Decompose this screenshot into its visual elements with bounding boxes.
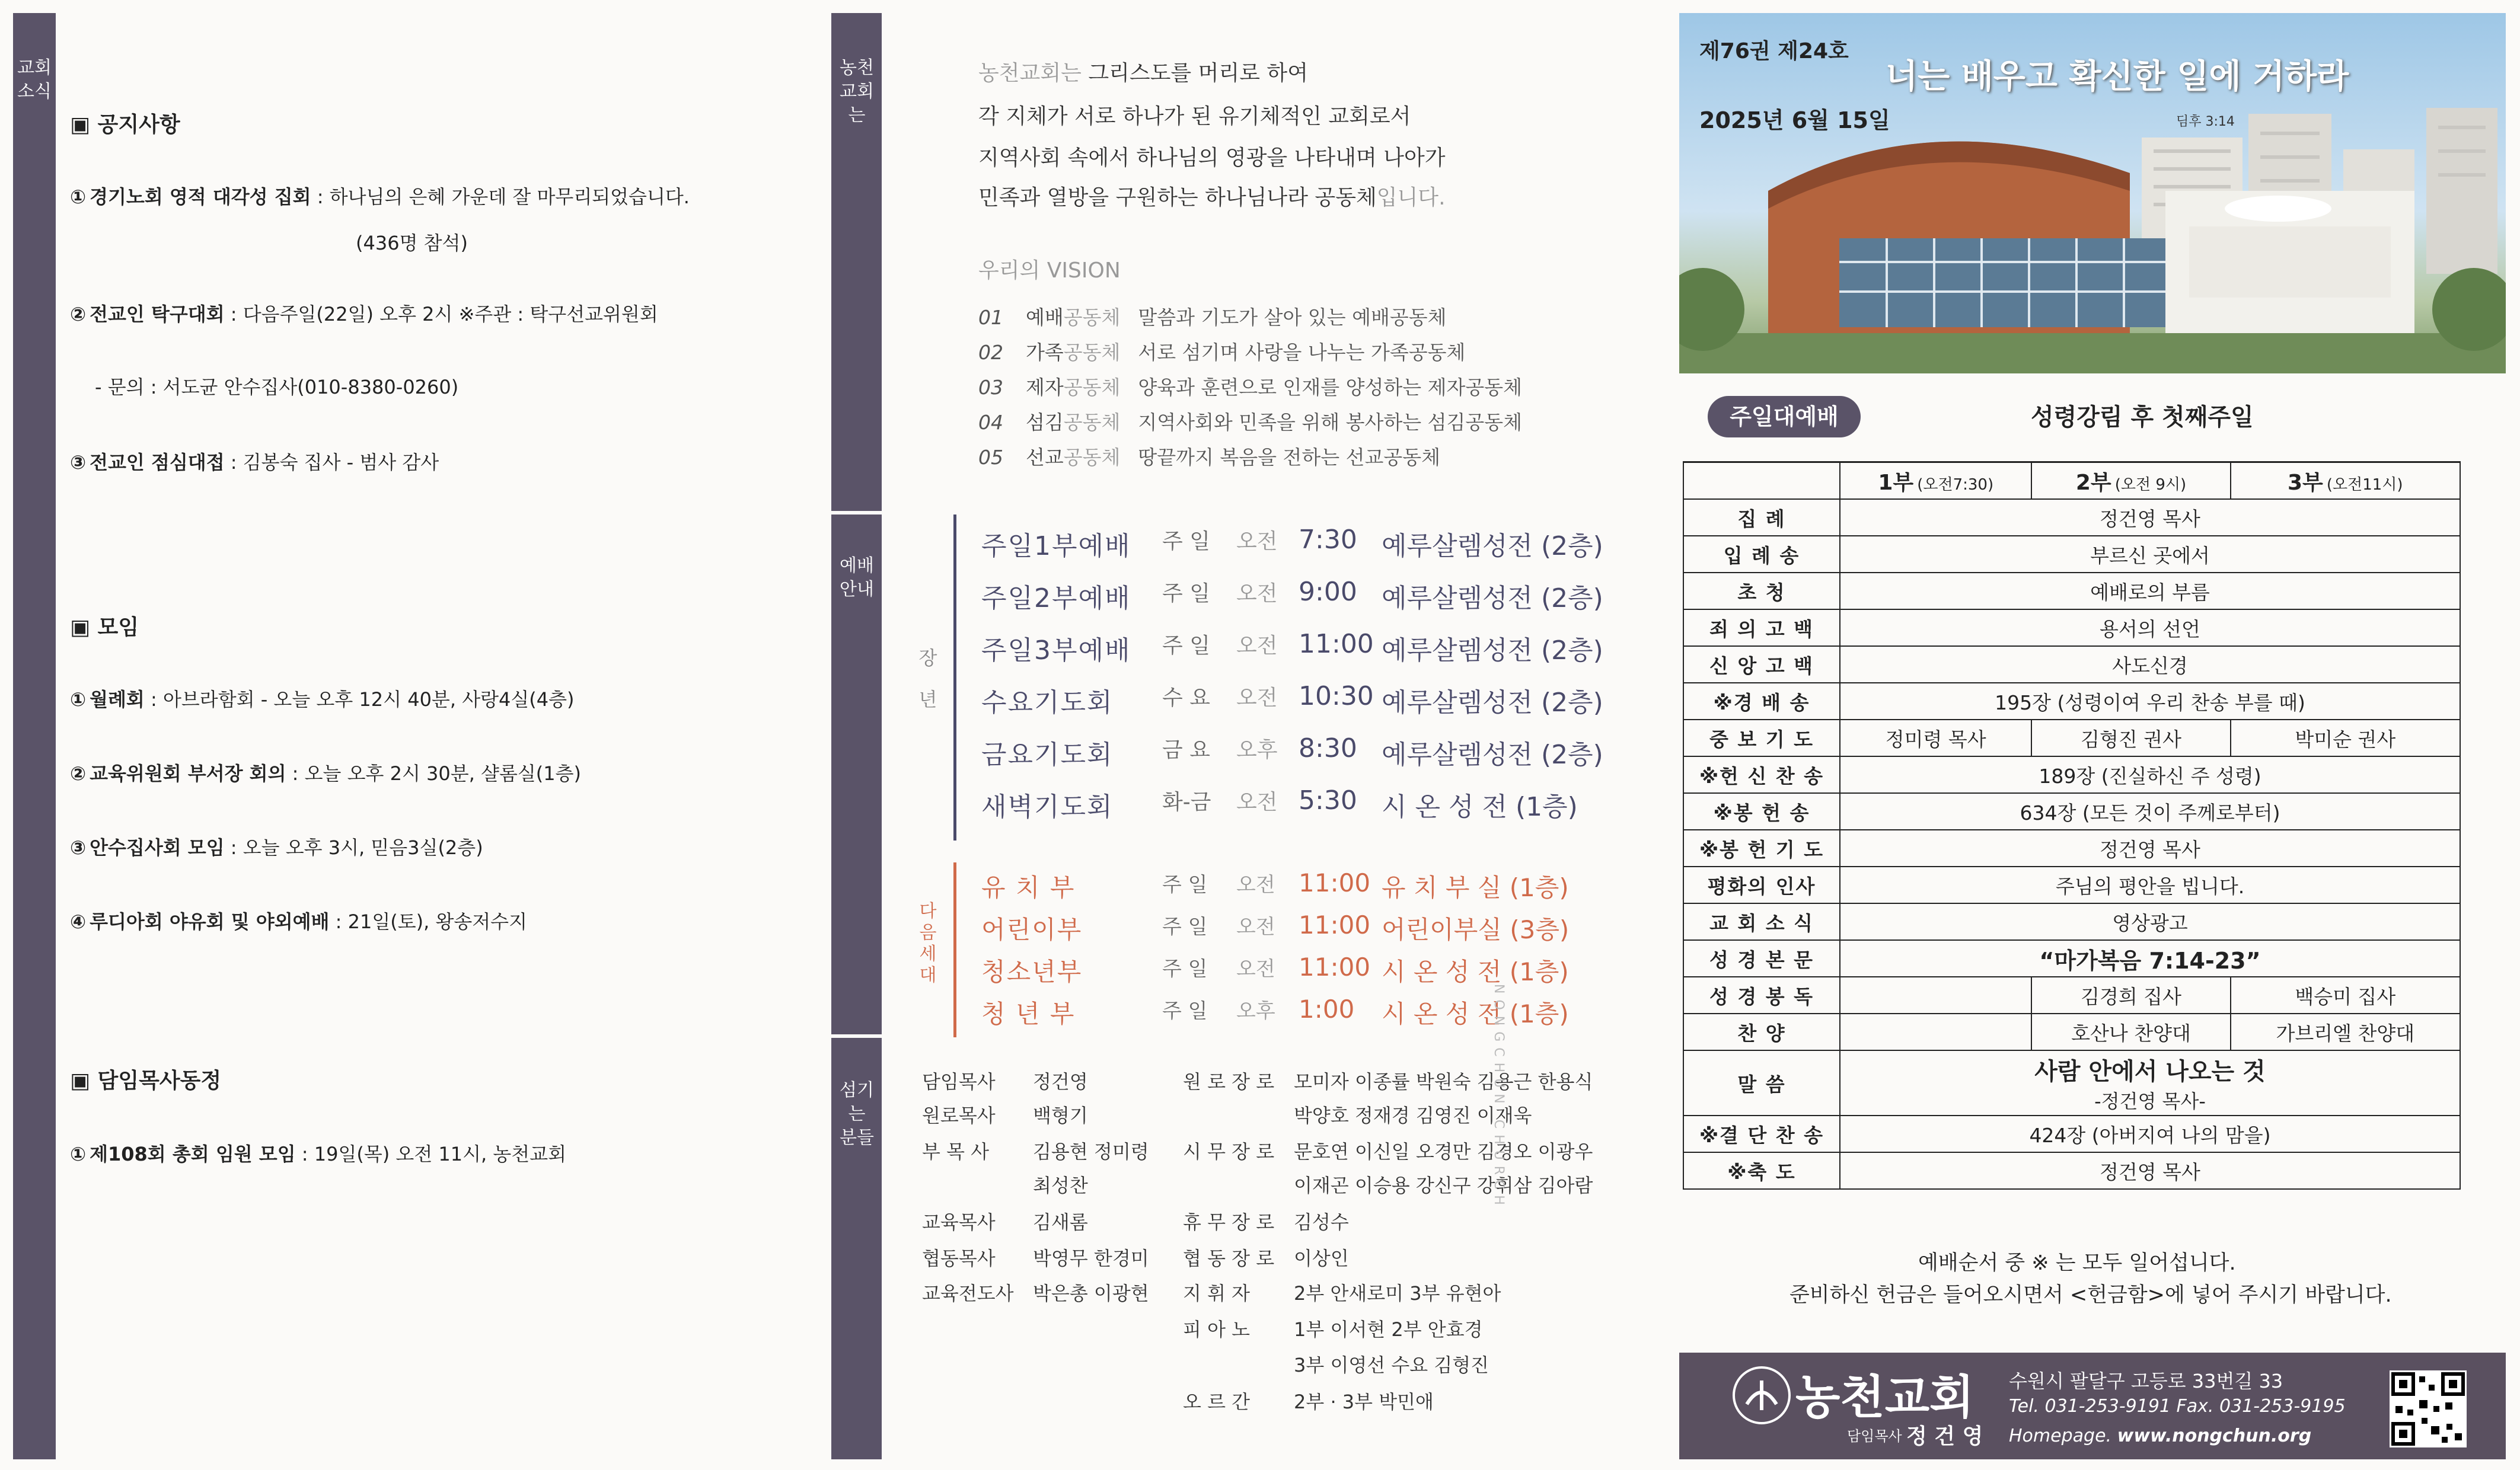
order-value: 634장 (모든 것이 주께로부터) (1840, 793, 2460, 830)
service-ampm: 오전 (1236, 957, 1275, 981)
news-item (95, 372, 458, 400)
vision-description: 서로 섬기며 사랑을 나누는 가족공동체 (1138, 341, 1466, 364)
news-item (356, 228, 468, 255)
service-name: 청소년부 (981, 957, 1083, 986)
motto: 너는 배우고 확신한 일에 거하라 (1886, 57, 2349, 96)
header-cell (2031, 462, 2230, 500)
item-number: ③ (70, 836, 87, 859)
staff-names: 이재곤 이승용 강신구 강휘삼 김아람 (1294, 1174, 1593, 1197)
staff-role: 휴 무 장 로 (1183, 1211, 1275, 1233)
intro-body: 지역사회 속에서 하나님의 영광을 나타내며 나아가 (978, 146, 1446, 170)
order-label: ※축 도 (1683, 1152, 1840, 1189)
service-ampm: 오전 (1236, 634, 1278, 658)
vision-number: 04 (978, 411, 1003, 434)
order-label: ※경 배 송 (1683, 683, 1840, 720)
intro-line (978, 181, 1446, 211)
side-label-worship-guide: 예배안내 (840, 555, 874, 600)
staff-names: 1부 이서현 2부 안효경 (1294, 1318, 1483, 1341)
service-ampm: 오전 (1236, 915, 1275, 939)
service-name: 주일2부예배 (981, 583, 1131, 613)
staff-role: 지 휘 자 (1183, 1282, 1251, 1305)
order-label: ※헌 신 찬 송 (1683, 756, 1840, 793)
service-time: 11:00 (1299, 910, 1371, 939)
header-main: 3부 (2287, 470, 2323, 495)
intro-body: 민족과 열방을 구원하는 하나님나라 공동체 (978, 186, 1377, 210)
order-value: 예배로의 부름 (1840, 573, 2460, 609)
order-value: 백승미 집사 (2231, 977, 2460, 1014)
service-day: 주 일 (1162, 529, 1210, 554)
nextgen-label: 다음세대 (919, 901, 937, 986)
item-heading: 제108회 총회 임원 모임 (90, 1143, 296, 1165)
service-badge: 주일대예배 (1708, 396, 1861, 437)
service-time: 11:00 (1299, 953, 1371, 982)
order-row (1683, 1014, 2460, 1050)
table-header-row (1683, 462, 2460, 500)
service-time: 11:00 (1299, 868, 1371, 897)
item-text: : 김봉숙 집사 - 범사 감사 (224, 451, 439, 474)
news-item (70, 299, 658, 327)
bulletin-date: 2025년 6월 15일 (1699, 107, 1890, 133)
intro-line (978, 56, 1308, 87)
service-time: 8:30 (1299, 733, 1357, 763)
service-place: 예루살렘성전 (2층) (1382, 583, 1603, 613)
footer-address: 수원시 팔달구 고등로 33번길 33 (2009, 1370, 2283, 1392)
homepage-link[interactable]: www.nongchun.org (2117, 1426, 2312, 1446)
vision-title: 우리의 VISION (978, 258, 1121, 283)
service-time: 7:30 (1299, 525, 1357, 555)
order-value: 424장 (아버지여 나의 맘을) (1840, 1116, 2460, 1152)
intro-lead: 농천교회는 (978, 61, 1089, 85)
vision-number: 05 (978, 446, 1003, 469)
service-day: 주 일 (1162, 581, 1210, 606)
order-value: 주님의 평안을 빕니다. (1840, 867, 2460, 903)
vision-suffix: 공동체 (1063, 376, 1121, 399)
item-number: ② (70, 762, 87, 785)
staff-role: 오 르 간 (1183, 1391, 1251, 1413)
order-label: 집 례 (1683, 499, 1840, 536)
notices-title: ▣ 공지사항 (70, 113, 180, 137)
news-item (70, 448, 439, 475)
order-row (1683, 1050, 2460, 1116)
footer-pastor-name: 정 건 영 (1906, 1424, 1983, 1449)
order-value: 영상광고 (1840, 903, 2460, 940)
order-label: 성 경 봉 독 (1683, 977, 1840, 1014)
order-value: 정미령 목사 (1840, 720, 2031, 756)
staff-role: 협 동 장 로 (1183, 1247, 1275, 1270)
sermon-preacher: -정건영 목사- (2094, 1089, 2206, 1113)
item-text: : 오늘 오후 2시 30분, 샬롬실(1층) (286, 762, 582, 785)
intro-body: 각 지체가 서로 하나가 된 유기체적인 교회로서 (978, 104, 1411, 129)
order-label: ※봉 헌 기 도 (1683, 830, 1840, 867)
item-number: ① (70, 1143, 87, 1165)
side-bar-panel2 (831, 13, 882, 1459)
item-heading: 루디아회 야유회 및 야외예배 (90, 910, 330, 933)
staff-names: 김새롬 (1033, 1211, 1088, 1233)
order-row (1683, 536, 2460, 573)
staff-role: 피 아 노 (1183, 1318, 1251, 1341)
news-item (70, 759, 581, 786)
item-text: - 문의 : 서도균 안수집사(010-8380-0260) (95, 376, 459, 398)
item-number: ① (70, 186, 87, 208)
footer-homepage (2009, 1426, 2311, 1446)
header-cell (1840, 462, 2031, 500)
service-name: 주일3부예배 (981, 635, 1131, 666)
service-ampm: 오후 (1236, 738, 1278, 762)
worship-order-table (1683, 461, 2461, 1190)
service-ampm: 오후 (1236, 999, 1275, 1023)
staff-names: 정건영 (1033, 1070, 1088, 1093)
staff-role: 교육목사 (922, 1211, 996, 1233)
item-text: : 오늘 오후 3시, 믿음3실(2층) (224, 836, 483, 859)
service-time: 10:30 (1299, 681, 1374, 711)
order-row (1683, 756, 2460, 793)
adult-rule (953, 514, 956, 841)
staff-role: 시 무 장 로 (1183, 1140, 1275, 1163)
item-text: : 21일(토), 왕송저수지 (329, 910, 528, 933)
service-name: 금요기도회 (981, 740, 1114, 770)
vision-item (978, 302, 1447, 330)
volume-number: 제76권 제24호 (1699, 39, 1849, 63)
vision-suffix: 공동체 (1063, 341, 1121, 364)
staff-role: 원로목사 (922, 1104, 996, 1127)
service-day: 주 일 (1162, 999, 1208, 1023)
order-label: 평화의 인사 (1683, 867, 1840, 903)
order-value: 195장 (성령이여 우리 찬송 부를 때) (1840, 683, 2460, 720)
order-value: 부르신 곳에서 (1840, 536, 2460, 573)
service-day: 주 일 (1162, 634, 1210, 658)
vision-item (978, 442, 1440, 470)
order-row (1683, 830, 2460, 867)
intro-line (978, 141, 1446, 171)
order-value: 가브리엘 찬양대 (2231, 1014, 2460, 1050)
motto-reference: 딤후 3:14 (2176, 114, 2235, 129)
item-heading: 교육위원회 부서장 회의 (90, 762, 286, 785)
vision-keyword: 섬김 (1026, 411, 1064, 434)
item-heading: 전교인 탁구대회 (90, 303, 225, 325)
staff-names: 문호연 이신일 오경만 김경오 이광우 (1294, 1140, 1593, 1163)
item-text: : 아브라함회 - 오늘 오후 12시 40분, 사랑4실(4층) (144, 688, 575, 711)
intro-line (978, 100, 1411, 130)
side-bar-church-news (13, 13, 56, 1459)
meetings-title: ▣ 모임 (70, 615, 139, 640)
item-heading: 안수집사회 모임 (90, 836, 225, 859)
vision-item (978, 337, 1465, 365)
footer-church-name: 농천교회 (1795, 1371, 1974, 1424)
church-logo-icon (1733, 1366, 1791, 1424)
header-main: 1부 (1878, 470, 1914, 495)
header-sub: (오전11시) (2326, 475, 2403, 494)
staff-names: 이상인 (1294, 1247, 1349, 1270)
service-day: 수 요 (1162, 686, 1210, 710)
staff-names: 박양호 정재경 김영진 이재욱 (1294, 1104, 1532, 1127)
vision-suffix: 공동체 (1063, 446, 1121, 469)
order-row (1683, 793, 2460, 830)
news-item (70, 833, 483, 860)
staff-role: 교육전도사 (922, 1282, 1014, 1305)
staff-names: 박은총 이광현 (1033, 1282, 1149, 1305)
order-value: 정건영 목사 (1840, 830, 2460, 867)
staff-role: 부 목 사 (922, 1140, 990, 1163)
staff-role: 협동목사 (922, 1247, 996, 1270)
item-text: : 하나님의 은혜 가운데 잘 마무리되었습니다. (311, 186, 690, 208)
service-place: 시 온 성 전 (1층) (1382, 957, 1569, 986)
item-heading: 경기노회 영적 대각성 집회 (90, 186, 311, 208)
service-place: 시 온 성 전 (1층) (1382, 999, 1569, 1028)
staff-role: 담임목사 (922, 1070, 996, 1093)
vision-keyword: 예배 (1026, 306, 1064, 329)
vision-description: 양육과 훈련으로 인재를 양성하는 제자공동체 (1138, 376, 1523, 399)
order-label: 교 회 소 식 (1683, 903, 1840, 940)
order-value: 189장 (진실하신 주 성령) (1840, 756, 2460, 793)
service-ampm: 오전 (1236, 790, 1278, 814)
order-label: 찬 양 (1683, 1014, 1840, 1050)
service-place: 예루살렘성전 (2층) (1382, 635, 1603, 666)
service-name: 주일1부예배 (981, 531, 1131, 561)
vision-description: 땅끝까지 복음을 전하는 선교공동체 (1138, 446, 1441, 469)
vision-item (978, 372, 1522, 400)
item-heading: 월례회 (90, 688, 145, 711)
service-time: 1:00 (1299, 995, 1355, 1024)
order-row (1683, 903, 2460, 940)
service-name: 어린이부 (981, 915, 1083, 944)
staff-names: 최성찬 (1033, 1174, 1088, 1197)
order-row (1683, 940, 2460, 977)
order-label: 성 경 본 문 (1683, 940, 1840, 977)
vision-number: 01 (978, 306, 1003, 329)
order-blank (1840, 977, 2031, 1014)
vision-description: 말씀과 기도가 살아 있는 예배공동체 (1138, 306, 1447, 329)
service-place: 예루살렘성전 (2층) (1382, 688, 1603, 718)
order-label: ※봉 헌 송 (1683, 793, 1840, 830)
vision-description: 지역사회와 민족을 위해 봉사하는 섬김공동체 (1138, 411, 1523, 434)
order-value: 김경희 집사 (2031, 977, 2230, 1014)
service-ampm: 오전 (1236, 686, 1278, 710)
header-sub: (오전7:30) (1917, 475, 1994, 494)
pastor-news-title: ▣ 담임목사동정 (70, 1069, 222, 1093)
footer-pastor-label: 담임목사 (1847, 1428, 1902, 1445)
order-row (1683, 573, 2460, 609)
order-value: 정건영 목사 (1840, 1152, 2460, 1189)
qr-code-icon[interactable] (2390, 1370, 2467, 1447)
service-place: 예루살렘성전 (2층) (1382, 531, 1603, 561)
order-label: 중 보 기 도 (1683, 720, 1840, 756)
item-number: ④ (70, 910, 87, 933)
order-value: 정건영 목사 (1840, 499, 2460, 536)
staff-names: 김성수 (1294, 1211, 1349, 1233)
vision-keyword: 제자 (1026, 376, 1064, 399)
service-title: 성령강림 후 첫째주일 (2031, 404, 2254, 431)
header-cell (2231, 462, 2460, 500)
header-blank (1683, 462, 1840, 500)
order-label: ※결 단 찬 송 (1683, 1116, 1840, 1152)
service-day: 주 일 (1162, 873, 1208, 897)
vision-keyword: 가족 (1026, 341, 1064, 364)
service-day: 주 일 (1162, 915, 1208, 939)
footer-tel: Tel. 031-253-9191 Fax. 031-253-9195 (2009, 1396, 2346, 1417)
order-row (1683, 646, 2460, 683)
service-name: 수요기도회 (981, 688, 1114, 718)
order-row (1683, 1152, 2460, 1189)
staff-names: 백형기 (1033, 1104, 1088, 1127)
staff-names: 2부 안새로미 3부 유현아 (1294, 1282, 1501, 1305)
order-label: 입 례 송 (1683, 536, 1840, 573)
order-row (1683, 720, 2460, 756)
service-day: 금 요 (1162, 738, 1210, 762)
order-value: 박미순 권사 (2231, 720, 2460, 756)
intro-tail: 입니다. (1376, 186, 1446, 210)
item-number: ① (70, 688, 87, 711)
standing-note: 예배순서 중 ※ 는 모두 일어섭니다. (1918, 1251, 2236, 1275)
header-main: 2부 (2075, 470, 2111, 495)
intro-body: 그리스도를 머리로 하여 (1088, 61, 1308, 85)
vision-number: 02 (978, 341, 1003, 364)
adult-label: 장년 (918, 647, 937, 711)
order-value: 용서의 선언 (1840, 609, 2460, 646)
staff-names: 3부 이영선 수요 김형진 (1294, 1354, 1489, 1376)
staff-names: 박영무 한경미 (1033, 1247, 1149, 1270)
item-heading: 전교인 점심대접 (90, 451, 225, 474)
service-time: 11:00 (1299, 629, 1374, 659)
side-label-church-news: 교회소식 (17, 57, 52, 102)
service-place: 유 치 부 실 (1층) (1382, 873, 1569, 902)
service-place: 시 온 성 전 (1층) (1382, 792, 1578, 822)
sermon-cell (1840, 1050, 2460, 1116)
vision-suffix: 공동체 (1063, 306, 1121, 329)
side-label-servants: 섬기는 분들 (840, 1080, 874, 1148)
service-name: 유 치 부 (981, 873, 1076, 902)
service-day: 주 일 (1162, 957, 1208, 981)
news-item (70, 907, 527, 934)
order-value: 호산나 찬양대 (2031, 1014, 2230, 1050)
order-row (1683, 683, 2460, 720)
vertical-church-name: NONGCHUN CHURCH (1491, 984, 1506, 1211)
vision-number: 03 (978, 376, 1003, 399)
staff-role: 원 로 장 로 (1183, 1070, 1275, 1093)
staff-names: 모미자 이종률 박원숙 김용근 한용식 (1294, 1070, 1593, 1093)
header-sub: (오전 9시) (2114, 475, 2187, 494)
vision-keyword: 선교 (1026, 446, 1064, 469)
item-text: : 다음주일(22일) 오후 2시 ※주관 : 탁구선교위원회 (224, 303, 658, 325)
service-time: 9:00 (1299, 577, 1357, 607)
order-value: “마가복음 7:14-23” (1840, 940, 2460, 977)
service-time: 5:30 (1299, 785, 1357, 816)
service-day: 화-금 (1162, 790, 1211, 814)
order-row (1683, 977, 2460, 1014)
service-name: 새벽기도회 (981, 792, 1114, 822)
item-text: : 19일(목) 오전 11시, 농천교회 (295, 1143, 567, 1165)
order-row (1683, 1116, 2460, 1152)
order-label: 초 청 (1683, 573, 1840, 609)
item-number: ② (70, 303, 87, 325)
service-name: 청 년 부 (981, 999, 1076, 1028)
order-row (1683, 867, 2460, 903)
order-row (1683, 609, 2460, 646)
offering-note: 준비하신 헌금은 들어오시면서 <헌금함>에 넣어 주시기 바랍니다. (1789, 1283, 2392, 1307)
news-item (70, 685, 575, 712)
news-item (70, 1139, 566, 1167)
order-value: 김형진 권사 (2031, 720, 2230, 756)
side-bar-divider-2 (831, 1034, 882, 1038)
order-row (1683, 499, 2460, 536)
side-bar-divider-1 (831, 511, 882, 514)
staff-names: 2부 · 3부 박민애 (1294, 1391, 1434, 1413)
vision-item (978, 407, 1522, 435)
staff-names: 김용현 정미령 (1033, 1140, 1149, 1163)
item-number: ③ (70, 451, 87, 474)
homepage-label: Homepage. (2009, 1426, 2112, 1446)
service-ampm: 오전 (1236, 581, 1278, 606)
order-label: 신 앙 고 백 (1683, 646, 1840, 683)
service-ampm: 오전 (1236, 873, 1275, 897)
order-label: 죄 의 고 백 (1683, 609, 1840, 646)
vision-suffix: 공동체 (1063, 411, 1121, 434)
order-label: 말 씀 (1683, 1050, 1840, 1116)
item-text: (436명 참석) (356, 232, 468, 254)
sermon-title: 사람 안에서 나오는 것 (2034, 1057, 2266, 1085)
news-item (70, 182, 690, 209)
nextgen-rule (953, 862, 956, 1037)
service-place: 어린이부실 (3층) (1382, 915, 1570, 944)
service-place: 예루살렘성전 (2층) (1382, 740, 1603, 770)
order-blank (1840, 1014, 2031, 1050)
service-ampm: 오전 (1236, 529, 1278, 554)
order-value: 사도신경 (1840, 646, 2460, 683)
side-label-about: 농천교회는 (840, 57, 874, 126)
